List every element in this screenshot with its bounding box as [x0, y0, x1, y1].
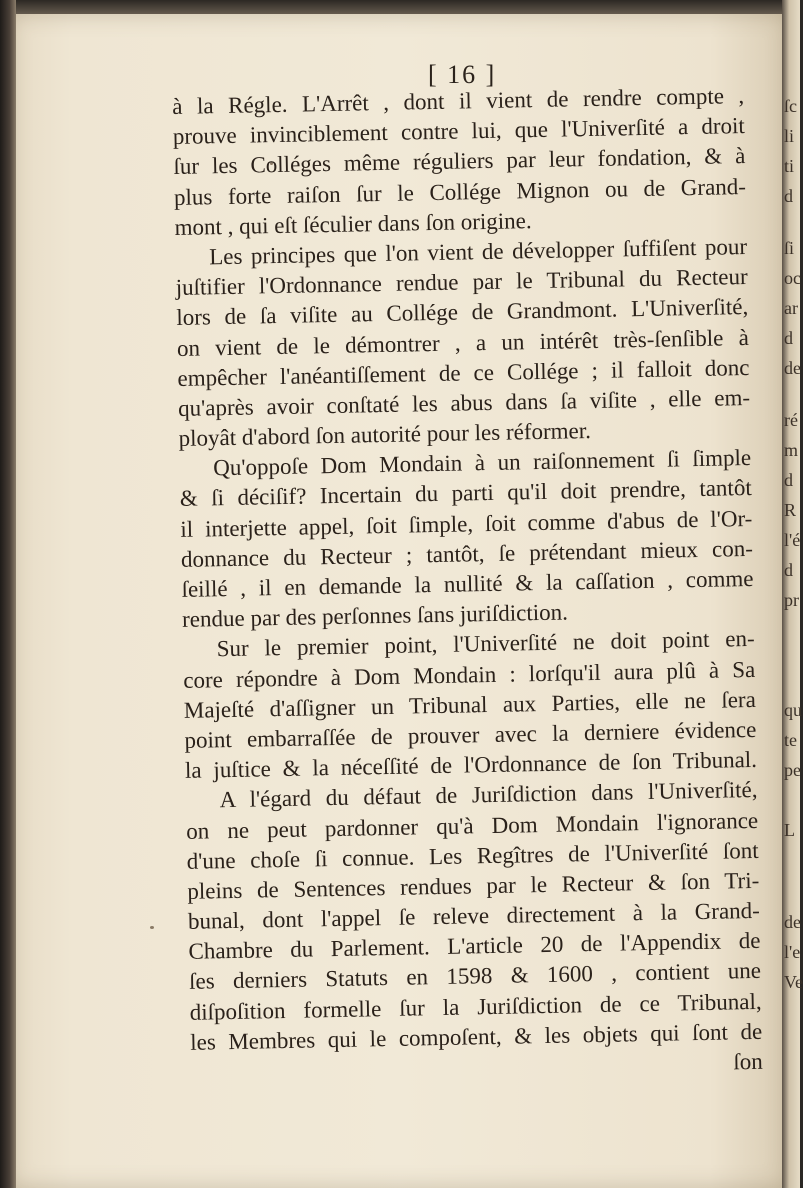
- adjacent-page-fragment: li: [784, 126, 795, 146]
- text-line: pleins de Sentences rendues par le Recteur & ſon Tri-: [187, 867, 760, 904]
- catchword: ſon: [733, 1048, 763, 1075]
- text-line: les Membres qui le compoſent, & les objets qui ſont de: [190, 1018, 763, 1055]
- adjacent-page-fragment: pe: [784, 760, 801, 780]
- page-number: [ 16 ]: [428, 60, 497, 89]
- binding-shadow: [0, 0, 16, 1188]
- text-line: donnance du Recteur ; tantôt, ſe prétendant mieux con-: [180, 535, 754, 572]
- adjacent-page-fragment: ar: [784, 298, 798, 318]
- text-line: on ne peut pardonner qu'à Dom Mondain l'ignorance: [185, 807, 759, 844]
- adjacent-page-fragment: de: [784, 358, 801, 378]
- adjacent-page-fragment: d: [784, 470, 793, 490]
- text-line: il interjette appel, ſoit ſimple, ſoit comme d'abus de l'Or-: [180, 505, 753, 542]
- text-line: ployât d'abord ſon autorité pour les réformer.: [178, 418, 592, 451]
- adjacent-page-fragment: ſc: [784, 96, 797, 116]
- text-line: d'une choſe ſi connue. Les Regîtres de l'Univerſité ſont: [186, 837, 759, 874]
- text-line: ſur les Colléges même réguliers par leur fondation, & à: [173, 143, 746, 180]
- text-line: Les principes que l'on vient de développer ſuffiſent pour: [208, 233, 748, 270]
- text-line: plus forte raiſon ſur le Collége Mignon ou de Grand-: [173, 173, 747, 210]
- paper-speck: [150, 926, 154, 929]
- text-line: prouve invinciblement contre lui, que l'Univerſité a droit: [172, 113, 745, 150]
- adjacent-page-fragment: L: [784, 820, 795, 840]
- text-line: point embarraſſée de prouver avec la derniere évidence: [184, 716, 757, 753]
- text-line: ſeillé , il en demande la nullité & la caſſation , comme: [181, 565, 754, 602]
- text-line: diſpoſition formelle ſur la Juriſdiction de ce Tribunal,: [189, 988, 762, 1025]
- text-line: rendue par des perſonnes ſans juriſdiction.: [181, 599, 569, 633]
- adjacent-page-fragment: d: [784, 186, 793, 206]
- text-line: la juſtice & la néceſſité de l'Ordonnance de ſon Tribunal.: [184, 747, 758, 783]
- text-line: juſtifier l'Ordonnance rendue par le Tribunal du Recteur: [175, 264, 748, 301]
- adjacent-page-fragment: de: [784, 912, 801, 932]
- adjacent-page-fragment: d: [784, 328, 793, 348]
- text-line: A l'égard du défaut de Juriſdiction dans l'Univerſité,: [219, 777, 758, 813]
- text-line: core répondre à Dom Mondain : lorſqu'il aura plû à Sa: [183, 656, 756, 693]
- text-line: à la Régle. L'Arrêt , dont il vient de rendre compte ,: [172, 83, 745, 119]
- text-line: & ſi déciſif? Incertain du parti qu'il doit prendre, tantôt: [179, 475, 752, 512]
- adjacent-page-fragment: oc: [784, 268, 801, 288]
- adjacent-page-fragment: pr: [784, 590, 799, 610]
- text-line: empêcher l'anéantiſſement de ce Collége ; il falloit donc: [177, 354, 750, 391]
- text-line: qu'après avoir conſtaté les abus dans ſa viſite , elle em-: [177, 384, 751, 421]
- adjacent-page-fragment: ré: [784, 410, 798, 430]
- text-line: Majeſté d'aſſigner un Tribunal aux Parties, elle ne ſera: [183, 686, 757, 723]
- text-line: ſes derniers Statuts en 1598 & 1600 , contient une: [188, 958, 762, 995]
- text-line: Sur le premier point, l'Univerſité ne doit point en-: [216, 626, 755, 662]
- text-line: mont , qui eſt ſéculier dans ſon origine.: [174, 207, 532, 240]
- adjacent-page-edge: [782, 0, 803, 1188]
- adjacent-page-fragment: ſi: [784, 238, 795, 258]
- adjacent-page-fragment: l'e: [784, 942, 801, 962]
- adjacent-page-fragment: m: [784, 440, 799, 460]
- text-line: lors de ſa viſite au Collége de Grandmont. L'Univerſité,: [176, 294, 749, 331]
- adjacent-page-fragment: te: [784, 730, 797, 750]
- adjacent-page-fragment: Ve: [784, 972, 803, 992]
- adjacent-page-fragment: l'é: [784, 530, 801, 550]
- body-text: [172, 81, 763, 1088]
- text-line: Qu'oppoſe Dom Mondain à un raiſonnement ſi ſimple: [212, 445, 752, 481]
- text-line: bunal, dont l'appel ſe releve directement à la Grand-: [187, 897, 761, 934]
- adjacent-page-fragment: R: [784, 500, 797, 520]
- text-line: on vient de le démontrer , a un intérêt très-ſenſible à: [176, 324, 750, 361]
- adjacent-page-fragment: d: [784, 560, 793, 580]
- adjacent-page-fragment: ti: [784, 156, 795, 176]
- text-line: Chambre du Parlement. L'article 20 de l'Appendix de: [188, 928, 761, 965]
- adjacent-page-fragment: qu: [784, 700, 802, 720]
